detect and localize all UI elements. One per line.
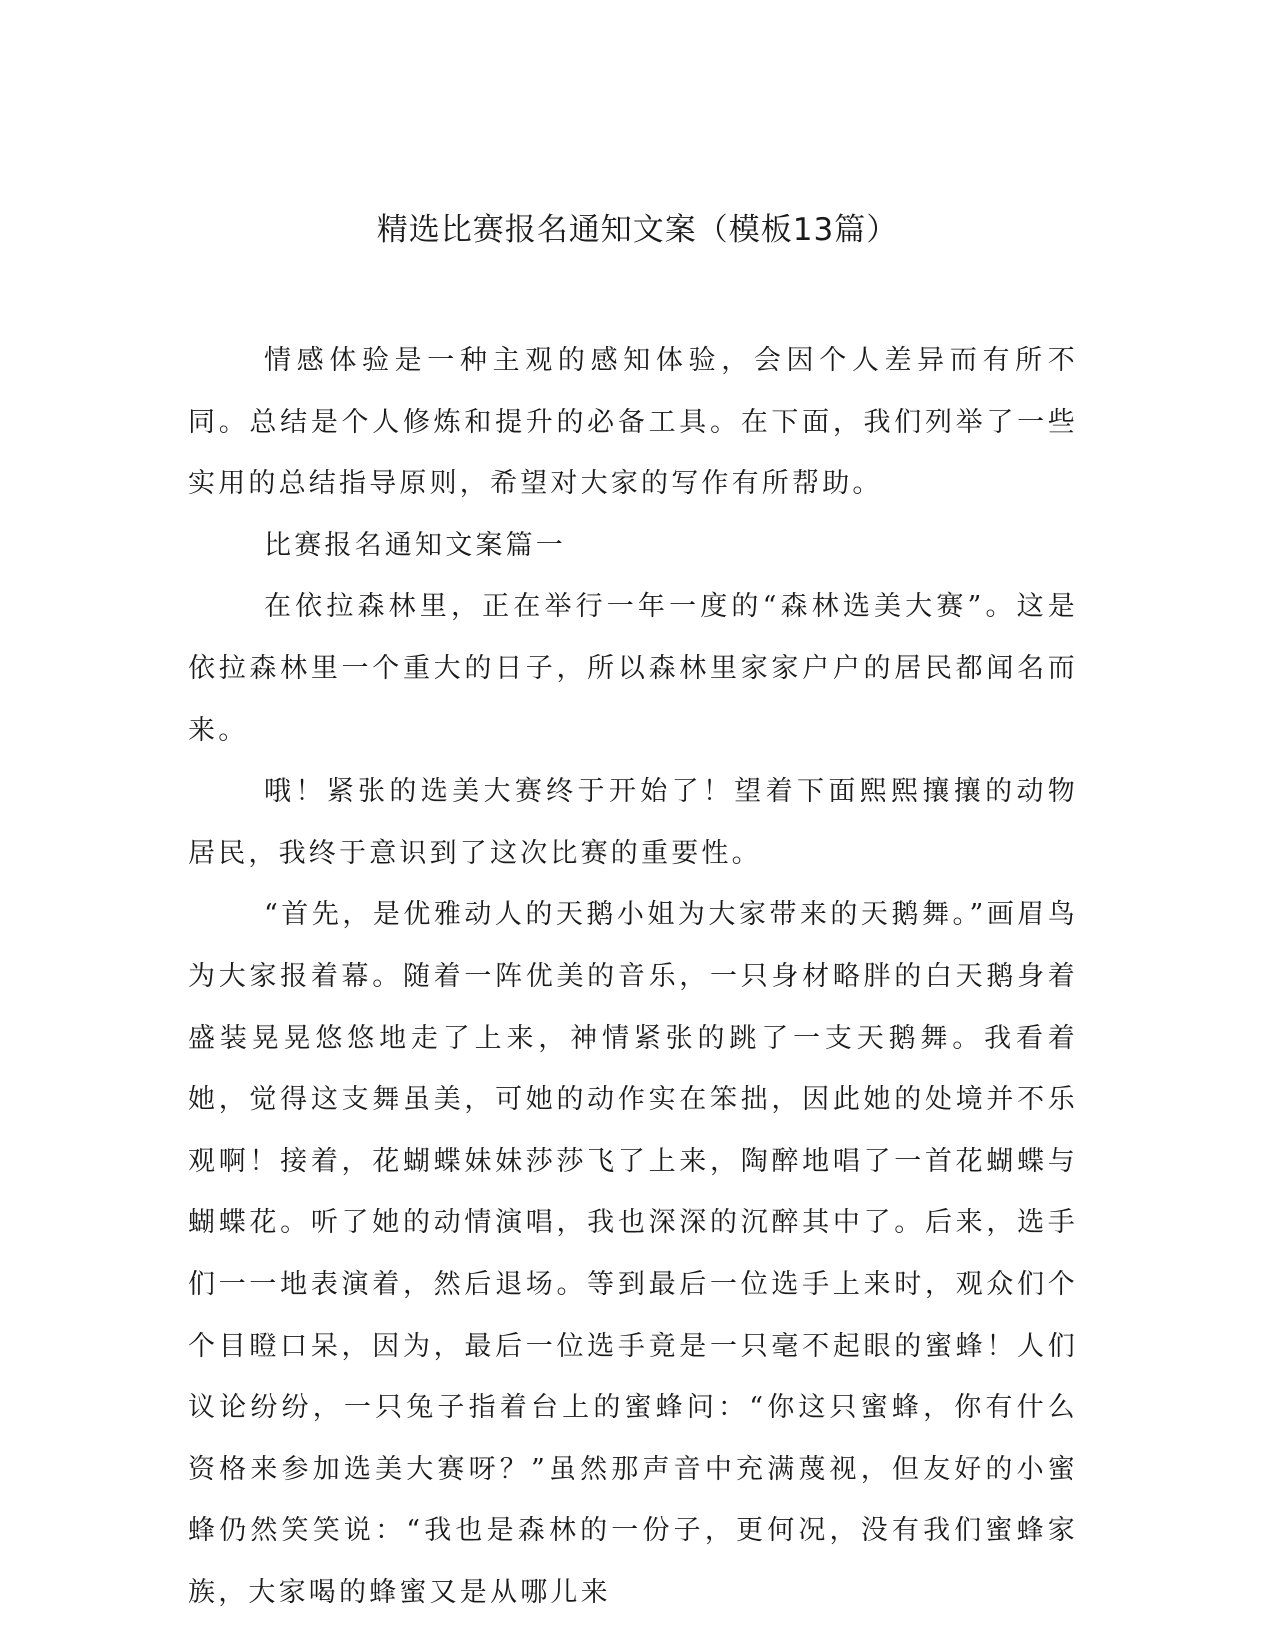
body-paragraph: 在依拉森林里，正在举行一年一度的“森林选美大赛”。这是依拉森林里一个重大的日子，所以森林里家家户户的居民都闻名而来。 xyxy=(188,591,1078,746)
body-paragraph: 哦！紧张的选美大赛终于开始了！望着下面熙熙攘攘的动物居民，我终于意识到了这次比赛的重要性。 xyxy=(188,776,1078,869)
intro-paragraph: 情感体验是一种主观的感知体验，会因个人差异而有所不同。总结是个人修炼和提升的必备工具。在下面，我们列举了一些实用的总结指导原则，希望对大家的写作有所帮助。 xyxy=(188,345,1078,500)
body-paragraph: “首先，是优雅动人的天鹅小姐为大家带来的天鹅舞。”画眉鸟为大家报着幕。随着一阵优美的音乐，一只身材略胖的白天鹅身着盛装晃晃悠悠地走了上来，神情紧张的跳了一支天鹅舞。我看着她，觉得这支舞虽美，可她的动作实在笨拙，因此她的处境并不乐观啊！接着，花蝴蝶妹妹莎莎飞了上来，陶醉地唱了一首花蝴蝶与蝴蝶花。听了她的动情演唱，我也深深的沉醉其中了。后来，选手们一一地表演着，然后退场。等到最后一位选手上来时，观众们个个目瞪口呆，因为，最后一位选手竟是一只毫不起眼的蜜蜂！人们议论纷纷，一只兔子指着台上的蜜蜂问：“你这只蜜蜂，你有什么资格来参加选美大赛呀？”虽然那声音中充满蔑视，但友好的小蜜蜂仍然笑笑说：“我也是森林的一份子，更何况，没有我们蜜蜂家族，大家喝的蜂蜜又是从哪儿来 xyxy=(188,899,1078,1608)
document-body xyxy=(188,330,1078,1623)
section-heading: 比赛报名通知文案篇一 xyxy=(264,529,566,561)
document-title: 精选比赛报名通知文案（模板13篇） xyxy=(376,212,899,248)
